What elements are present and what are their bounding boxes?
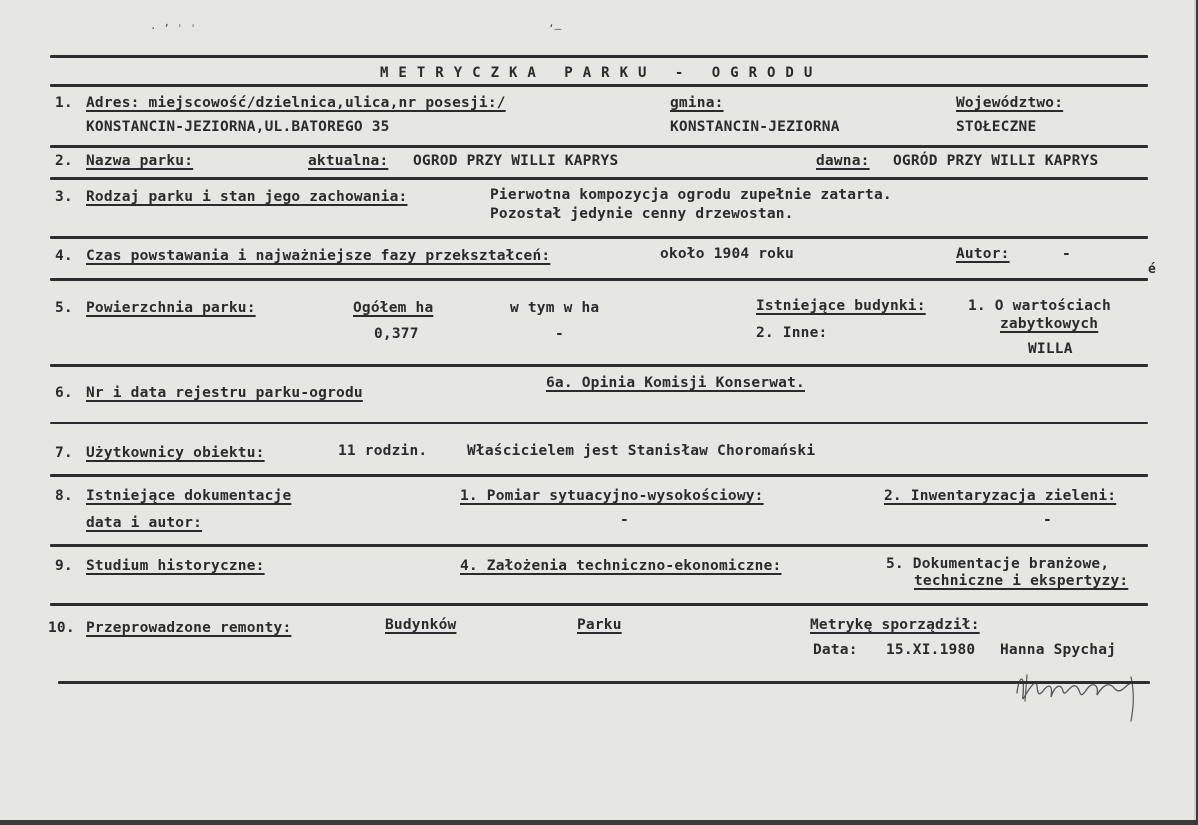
- survey-value: -: [620, 512, 629, 528]
- row-number: 6.: [55, 385, 73, 401]
- divider: [58, 681, 1150, 684]
- divider: [50, 474, 1148, 477]
- greenery-inventory-label: 2. Inwentaryzacja zieleni:: [884, 488, 1117, 504]
- total-area-value: 0,377: [374, 326, 419, 342]
- gmina-value: KONSTANCIN-JEZIORNA: [670, 119, 840, 135]
- documentation-label: Istniejące dokumentacje: [86, 488, 292, 504]
- tech-econ-label: 4. Założenia techniczno-ekonomiczne:: [460, 558, 782, 574]
- owner-info: Właścicielem jest Stanisław Choromański: [467, 443, 816, 459]
- divider: [50, 177, 1148, 180]
- historic-buildings-value: WILLA: [1028, 341, 1073, 357]
- current-name-value: OGROD PRZY WILLI KAPRYS: [413, 153, 619, 169]
- divider: [50, 603, 1148, 606]
- register-label: Nr i data rejestru parku-ogrodu: [86, 385, 363, 401]
- author-value: -: [1062, 246, 1071, 262]
- address-value: KONSTANCIN-JEZIORNA,UL.BATOREGO 35: [86, 119, 390, 135]
- historic-buildings-label-2: zabytkowych: [1000, 316, 1099, 332]
- scan-marks: · ʼ ˈ ˈ: [150, 22, 197, 35]
- current-name-label: aktualna:: [308, 153, 389, 169]
- divider: [50, 236, 1148, 239]
- row-number: 10.: [48, 620, 75, 636]
- divider: [50, 544, 1148, 547]
- included-area-value: -: [555, 326, 564, 342]
- divider: [50, 55, 1148, 58]
- handwritten-signature: [1005, 655, 1155, 725]
- former-name-value: OGRÓD PRZY WILLI KAPRYS: [893, 153, 1099, 169]
- total-area-label: Ogółem ha: [353, 300, 434, 316]
- register-value: 6a. Opinia Komisji Konserwat.: [546, 375, 805, 391]
- scan-marks: ʻ—: [548, 22, 562, 35]
- row-number: 3.: [55, 189, 73, 205]
- row-number: 4.: [55, 248, 73, 264]
- row-number: 2.: [55, 153, 73, 169]
- documentation-label-2: data i autor:: [86, 515, 203, 531]
- divider: [50, 364, 1148, 367]
- existing-buildings-label: Istniejące budynki:: [756, 298, 926, 314]
- park-renovation-label: Parku: [577, 617, 622, 633]
- origin-time-value: około 1904 roku: [660, 246, 794, 262]
- other-buildings-label: 2. Inne:: [756, 325, 828, 341]
- margin-mark: é: [1148, 262, 1157, 277]
- row-number: 9.: [55, 558, 73, 574]
- divider: [50, 422, 1148, 424]
- users-label: Użytkownicy obiektu:: [86, 445, 265, 461]
- row-number: 7.: [55, 445, 73, 461]
- origin-time-label: Czas powstawania i najważniejsze fazy przekształceń:: [86, 248, 551, 264]
- voivodeship-value: STOŁECZNE: [956, 119, 1037, 135]
- gmina-label: gmina:: [670, 95, 724, 111]
- prepared-by-label: Metrykę sporządził:: [810, 617, 980, 633]
- renovations-label: Przeprowadzone remonty:: [86, 620, 292, 636]
- row-number: 1.: [55, 95, 73, 111]
- park-type-line-2: Pozostał jedynie cenny drzewostan.: [490, 206, 794, 222]
- historical-study-label: Studium historyczne:: [86, 558, 265, 574]
- row-number: 8.: [55, 488, 73, 504]
- users-count: 11 rodzin.: [338, 443, 428, 459]
- historic-buildings-label: 1. O wartościach: [968, 298, 1111, 314]
- survey-label: 1. Pomiar sytuacyjno-wysokościowy:: [460, 488, 764, 504]
- divider: [50, 278, 1148, 281]
- sector-docs-label: 5. Dokumentacje branżowe,: [886, 556, 1110, 572]
- row-number: 5.: [55, 300, 73, 316]
- included-area-label: w tym w ha: [510, 300, 600, 316]
- prepared-by-name: Hanna Spychaj: [1000, 642, 1117, 658]
- park-name-label: Nazwa parku:: [86, 153, 194, 169]
- former-name-label: dawna:: [816, 153, 870, 169]
- divider: [50, 145, 1148, 148]
- voivodeship-label: Województwo:: [956, 95, 1064, 111]
- date-value: 15.XI.1980: [886, 642, 976, 658]
- park-type-label: Rodzaj parku i stan jego zachowania:: [86, 189, 408, 205]
- buildings-renovation-label: Budynków: [385, 617, 457, 633]
- form-title: METRYCZKA PARKU - OGRODU: [380, 65, 823, 81]
- author-label: Autor:: [956, 246, 1010, 262]
- park-type-line-1: Pierwotna kompozycja ogrodu zupełnie zatarta.: [490, 187, 892, 203]
- divider: [50, 84, 1148, 87]
- area-label: Powierzchnia parku:: [86, 300, 256, 316]
- sector-docs-label-2: techniczne i ekspertyzy:: [914, 573, 1129, 589]
- greenery-inventory-value: -: [1043, 512, 1052, 528]
- date-label: Data:: [813, 642, 858, 658]
- address-label: Adres: miejscowość/dzielnica,ulica,nr posesji:/: [86, 95, 506, 111]
